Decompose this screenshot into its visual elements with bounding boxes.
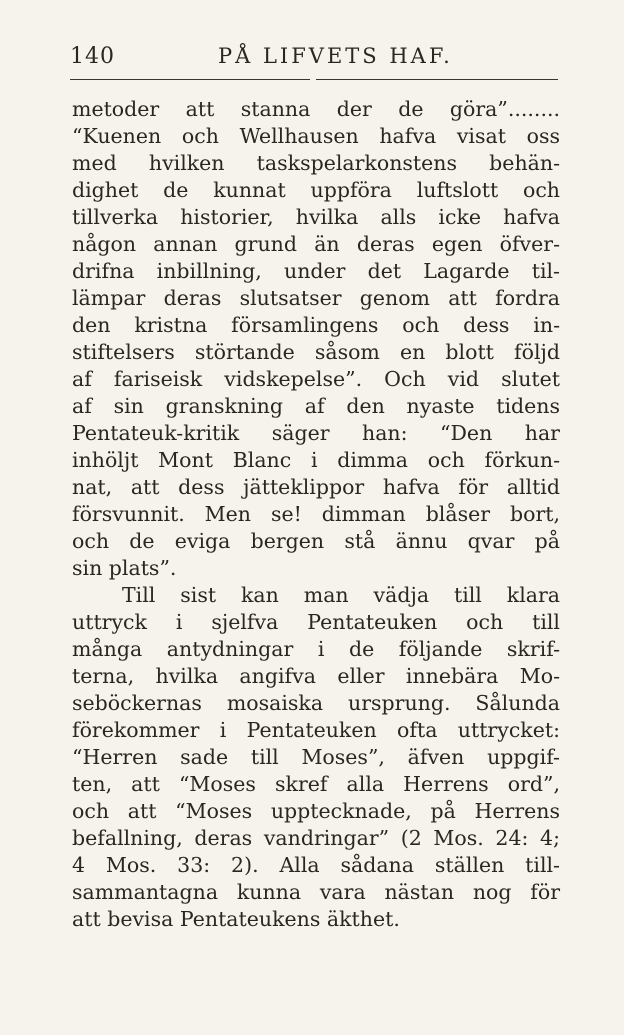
text-line: Pentateuk-kritik säger han: “Den har [72, 421, 560, 445]
text-line: den kristna församlingens och dess in- [72, 313, 560, 337]
text-line: nat, att dess jätteklippor hafva för alltid [72, 475, 560, 499]
text-line: någon annan grund än deras egen öfver- [72, 232, 560, 256]
text-line: af sin granskning af den nyaste tidens [72, 394, 560, 418]
text-line: att bevisa Pentateukens äkthet. [72, 907, 400, 931]
text-line: inhöljt Mont Blanc i dimma och förkun- [72, 448, 560, 472]
text-line: och att “Moses upptecknade, på Herrens [72, 799, 560, 823]
text-line: tillverka historier, hvilka alls icke hafva [72, 205, 560, 229]
text-line: drifna inbillning, under det Lagarde til- [72, 259, 560, 283]
text-line: stiftelsers störtande såsom en blott följd [72, 340, 560, 364]
text-line: af fariseisk vidskepelse”. Och vid slutet [72, 367, 560, 391]
text-line: “Kuenen och Wellhausen hafva visat oss [72, 124, 560, 148]
text-line: terna, hvilka angifva eller innebära Mo- [72, 664, 560, 688]
text-line: lämpar deras slutsatser genom att fordra [72, 286, 560, 310]
text-line: seböckernas mosaiska ursprung. Sålunda [72, 691, 560, 715]
body-text [72, 96, 560, 933]
text-line: många antydningar i de följande skrif- [72, 637, 560, 661]
page-number: 140 [70, 44, 115, 69]
text-line: förekommer i Pentateuken ofta uttrycket: [72, 718, 560, 742]
text-line: försvunnit. Men se! dimman blåser bort, [72, 502, 560, 526]
text-line: ten, att “Moses skref alla Herrens ord”, [72, 772, 560, 796]
text-line: sammantagna kunna vara nästan nog för [72, 880, 560, 904]
header-rule-right [316, 79, 558, 80]
running-head: PÅ LIFVETS HAF. [218, 44, 453, 68]
text-line: och de eviga bergen stå ännu qvar på [72, 529, 560, 553]
page-header [70, 44, 560, 74]
text-line: 4 Mos. 33: 2). Alla sådana ställen till- [72, 853, 560, 877]
text-line: sin plats”. [72, 556, 177, 580]
text-line: befallning, deras vandringar” (2 Mos. 24: 4; [72, 826, 560, 850]
text-line: uttryck i sjelfva Pentateuken och till [72, 610, 560, 634]
text-line: metoder att stanna der de göra”........ [72, 97, 560, 121]
text-line: dighet de kunnat uppföra luftslott och [72, 178, 560, 202]
text-line: “Herren sade till Moses”, äfven uppgif- [72, 745, 560, 769]
text-line: Till sist kan man vädja till klara [122, 583, 560, 607]
header-rule-left [70, 79, 310, 80]
text-line: med hvilken taskspelarkonstens behän- [72, 151, 560, 175]
